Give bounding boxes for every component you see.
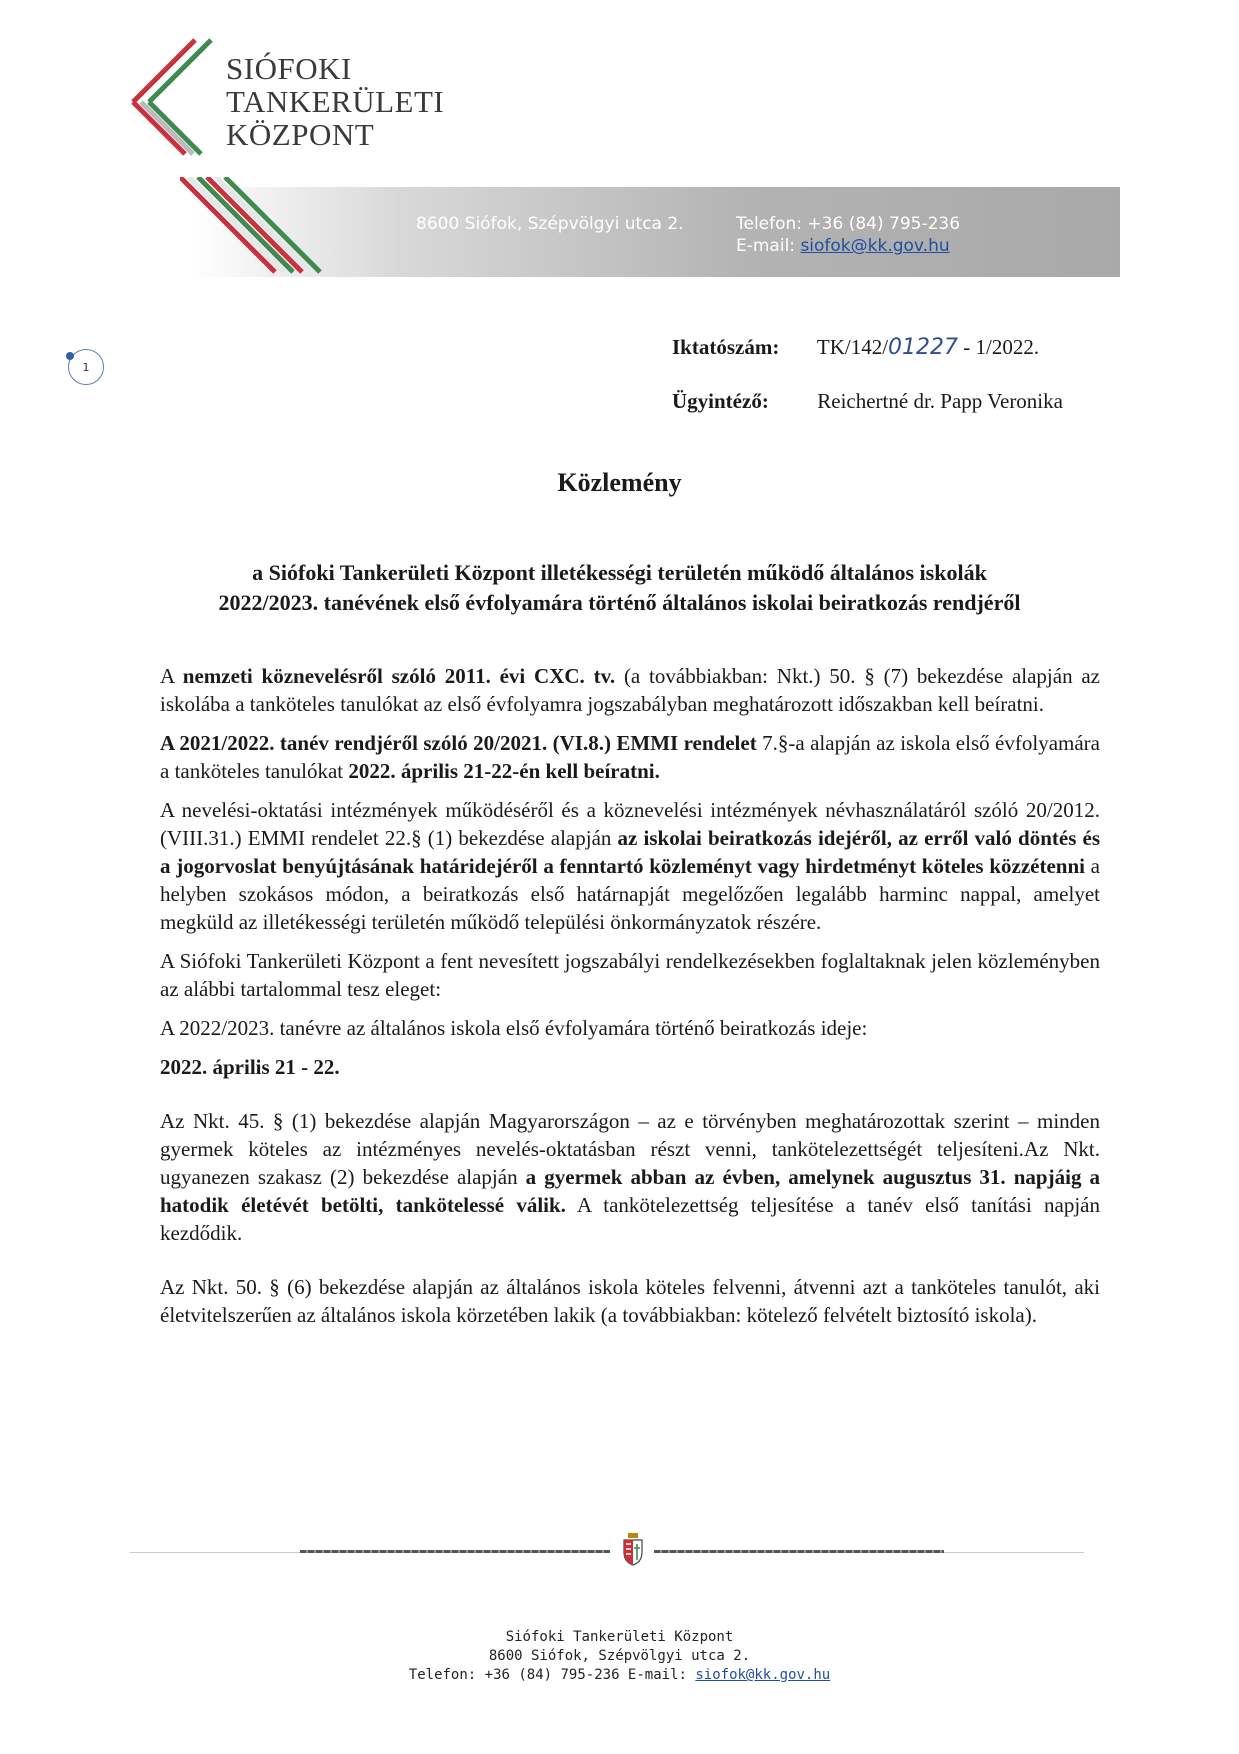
document-subtitle: [150, 558, 1089, 618]
reference-number-label: Iktatószám:: [672, 335, 780, 359]
org-name-line1: SIÓFOKI: [226, 51, 352, 86]
case-officer-value: Reichertné dr. Papp Veronika: [817, 389, 1063, 413]
band-stripes-icon: [180, 177, 340, 287]
logo-chevron-icon: [125, 38, 225, 178]
header-contact: [736, 213, 960, 257]
paragraph-1: [160, 662, 1100, 718]
enrollment-date: 2022. április 21 - 22.: [160, 1055, 340, 1079]
subtitle-line2: 2022/2023. tanévének első évfolyamára történő általános iskolai beiratkozás rendjéről: [218, 590, 1021, 615]
paragraph-3: [160, 796, 1100, 936]
header-email-link[interactable]: siofok@kk.gov.hu: [800, 236, 950, 256]
page-number-stamp: 1: [68, 349, 104, 385]
contact-band: [190, 187, 1120, 277]
p3-text: A nevelési-oktatási intézmények működéséről és a köznevelési intézmények névhasználatáról szóló 20/2012. (VIII.31.) EMMI rendelet 22.§ (1) bekezdése alapján: [160, 798, 1100, 850]
document-body: [160, 662, 1100, 1340]
footer-rule-left: [300, 1550, 610, 1553]
p2-mid: 7.§-a alapján az iskola első évfolyamára a tanköteles tanulókat: [160, 731, 1100, 783]
case-officer-row: [672, 389, 1063, 414]
p1-rest: (a továbbiakban: Nkt.) 50. § (7) bekezdése alapján az iskolába a tanköteles tanulókat az első évfolyamra jogszabályban meghatározott időszakban kell beíratni.: [160, 664, 1100, 716]
crest-icon: [620, 1532, 646, 1566]
header-email-label: E-mail:: [736, 236, 801, 256]
footer-phone: Telefon: +36 (84) 795-236 E-mail:: [408, 1667, 696, 1683]
reference-number-suffix: - 1/2022.: [963, 335, 1040, 359]
footer-rule-right: [654, 1550, 944, 1553]
p2-bold1: A 2021/2022. tanév rendjéről szóló 20/2021. (VI.8.) EMMI rendelet: [160, 731, 757, 755]
footer: [0, 1628, 1239, 1685]
footer-rule-faint-left: [130, 1552, 300, 1553]
p6-text: Az Nkt. 45. § (1) bekezdése alapján Magyarországon – az e törvényben meghatározottak szerint – minden gyermek köteles az intézményes nevelés-oktatásban részt venni, tankötelezettségét teljesíteni.Az Nkt. ugyanezen szakasz (2) bekezdése alapján: [160, 1109, 1100, 1189]
paragraph-6: [160, 1107, 1100, 1247]
header-phone: Telefon: +36 (84) 795-236: [736, 214, 961, 234]
document-title: Közlemény: [557, 468, 682, 497]
org-name: [226, 52, 444, 151]
org-name-line2: TANKERÜLETI: [226, 84, 445, 119]
p1-bold: nemzeti köznevelésről szóló 2011. évi CXC. tv.: [182, 664, 616, 688]
p2-bold2: 2022. április 21-22-én kell beíratni.: [348, 759, 660, 783]
footer-rule-faint-right: [944, 1552, 1084, 1553]
reference-number-prefix: TK/142/: [816, 335, 889, 359]
header-address: 8600 Siófok, Szépvölgyi utca 2.: [416, 214, 684, 234]
footer-contact: [0, 1666, 1239, 1685]
footer-org: Siófoki Tankerületi Központ: [505, 1629, 734, 1645]
paragraph-5: A 2022/2023. tanévre az általános iskola első évfolyamára történő beiratkozás ideje:: [160, 1016, 868, 1040]
reference-number-handwritten: 01227: [888, 335, 959, 360]
reference-number-row: [672, 335, 1039, 360]
paragraph-7: Az Nkt. 50. § (6) bekezdése alapján az általános iskola köteles felvenni, átvenni azt a tanköteles tanulót, aki életvitelszerűen az általános iskola körzetében lakik (a továbbiakban: kötelező felvételt biztosító iskola).: [160, 1275, 1100, 1327]
p6-rest: A tankötelezettség teljesítése a tanév első tanítási napján kezdődik.: [160, 1193, 1100, 1245]
paragraph-2: [160, 729, 1100, 785]
p3-bold: az iskolai beiratkozás idejéről, az erről való döntés és a jogorvoslat benyújtásának határidejéről a fenntartó közleményt vagy hirdetményt köteles közzétenni: [160, 826, 1100, 878]
header-email-line: [736, 235, 960, 257]
case-officer-label: Ügyintéző:: [672, 389, 769, 413]
p1-text: A: [160, 664, 183, 688]
subtitle-line1: a Siófoki Tankerületi Központ illetékességi területén működő általános iskolák: [252, 560, 987, 585]
footer-address: 8600 Siófok, Szépvölgyi utca 2.: [488, 1648, 751, 1664]
p6-bold: a gyermek abban az évben, amelynek augusztus 31. napjáig a hatodik életévét betölti, tankötelessé válik.: [160, 1165, 1101, 1217]
p3-rest: a helyben szokásos módon, a beiratkozás első határnapját megelőzően legalább harminc nappal, amelyet megküld az illetékességi területén működő települési önkormányzatok részére.: [160, 854, 1100, 934]
paragraph-4: A Siófoki Tankerületi Központ a fent nevesített jogszabályi rendelkezésekben foglaltaknak jelen közleményben az alábbi tartalommal tesz eleget:: [160, 949, 1100, 1001]
org-name-line3: KÖZPONT: [226, 117, 375, 152]
footer-email-link[interactable]: siofok@kk.gov.hu: [695, 1667, 831, 1683]
